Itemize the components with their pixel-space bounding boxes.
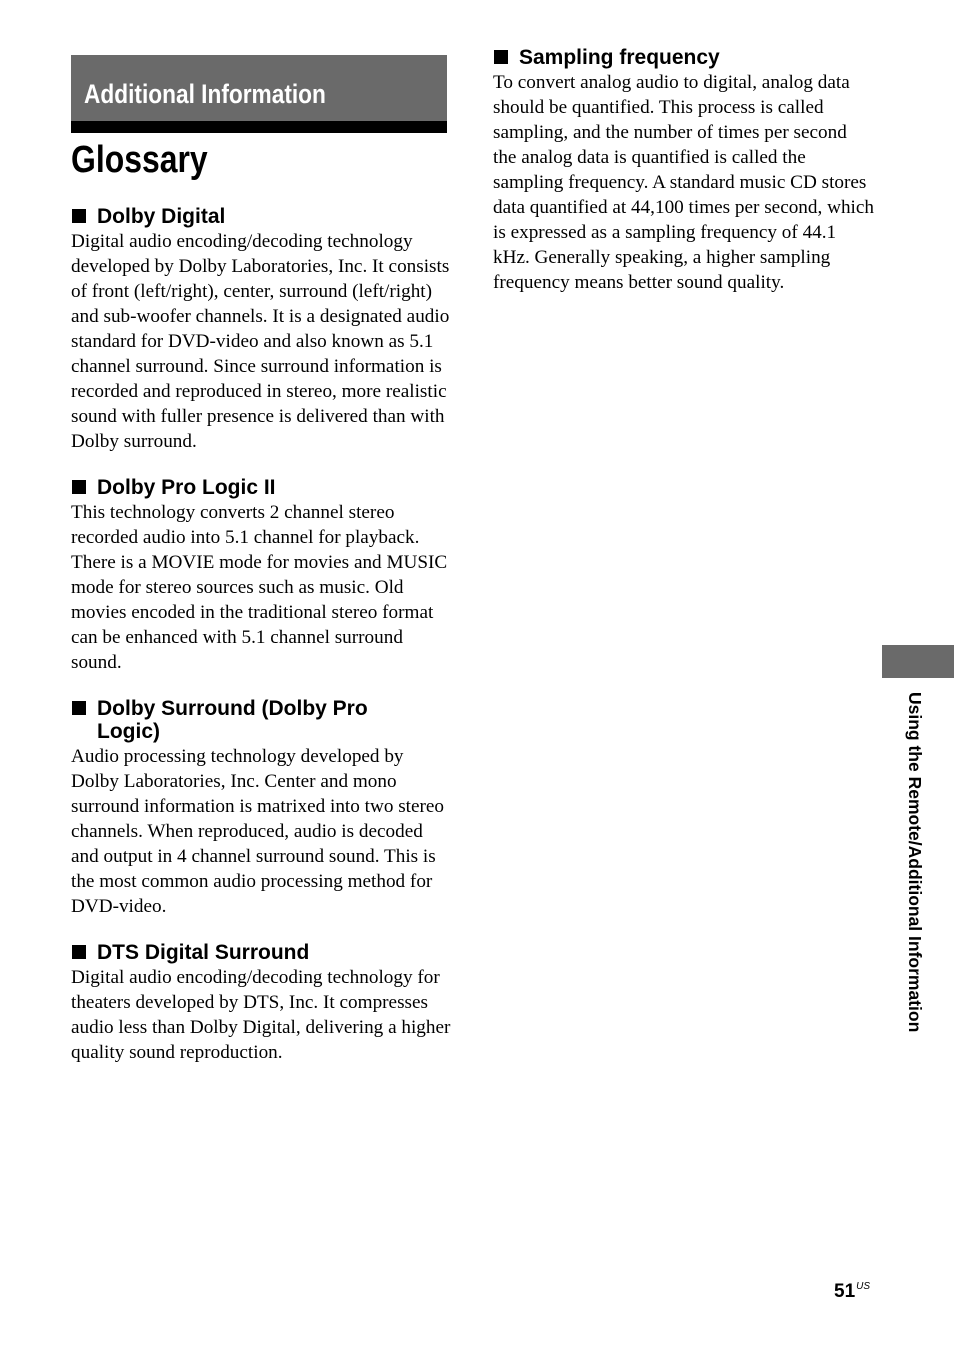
entry-heading-text: DTS Digital Surround [97,941,310,964]
entry-body: To convert analog audio to digital, analog data should be quantified. This process is called sampling, and the number of times per second the analog data is quantified is called the sampling frequency. A standard music CD stores data quantified at 44,100 times per second, which is expressed as a sampling frequency of 44.1 kHz. Generally speaking, a higher sampling frequency means better sound quality. [493,72,874,293]
square-bullet-icon [72,480,86,494]
glossary-entry-dolby-surround [71,697,453,919]
entry-body: Digital audio encoding/decoding technology developed by Dolby Laboratories, Inc. It consists of front (left/right), center, surround (left/right) and sub-woofer channels. It is a designated audio standard for DVD-video and also known as 5.1 channel surround. Since surround information is recorded and reproduced in stereo, more realistic sound with fuller presence is delivered than with Dolby surround. [71,231,450,452]
glossary-entry-dts-digital-surround [71,941,453,1065]
entry-body: Audio processing technology developed by Dolby Laboratories, Inc. Center and mono surround information is matrixed into two stereo channels. When reproduced, audio is decoded and output in 4 channel surround sound. This is the most common audio processing method for DVD-video. [71,746,445,917]
entry-body: Digital audio encoding/decoding technology for theaters developed by DTS, Inc. It compresses audio less than Dolby Digital, delivering a higher quality sound reproduction. [71,967,451,1063]
square-bullet-icon [72,209,86,223]
entry-body: This technology converts 2 channel stereo recorded audio into 5.1 channel for playback. There is a MOVIE mode for movies and MUSIC mode for stereo sources such as music. Old movies encoded in the traditional stereo format can be enhanced with 5.1 channel surround sound. [71,502,448,673]
page-title: Glossary [71,139,208,181]
side-tab-label: Using the Remote/Additional Information [905,692,925,1033]
left-column [71,205,453,1087]
page-number [834,1281,870,1303]
banner-rule [71,121,447,133]
glossary-entry-sampling-frequency [493,46,875,295]
page-number-suffix: US [856,1281,871,1292]
square-bullet-icon [494,50,508,64]
entry-heading [71,476,453,499]
entry-heading-text: Sampling frequency [519,46,720,69]
square-bullet-icon [72,701,86,715]
entry-heading [71,941,453,964]
right-column [493,46,875,317]
glossary-entry-dolby-pro-logic-ii [71,476,453,675]
side-tab [882,645,954,678]
section-banner [71,55,447,121]
glossary-entry-dolby-digital [71,205,453,454]
square-bullet-icon [72,945,86,959]
entry-heading [493,46,875,69]
entry-heading [71,205,453,228]
entry-heading [71,697,401,743]
entry-heading-text: Dolby Pro Logic II [97,476,276,499]
section-title: Additional Information [84,79,326,109]
entry-heading-text: Dolby Digital [97,205,226,228]
entry-heading-text: Dolby Surround (Dolby Pro Logic) [97,697,368,743]
page-number-value: 51 [834,1281,856,1302]
